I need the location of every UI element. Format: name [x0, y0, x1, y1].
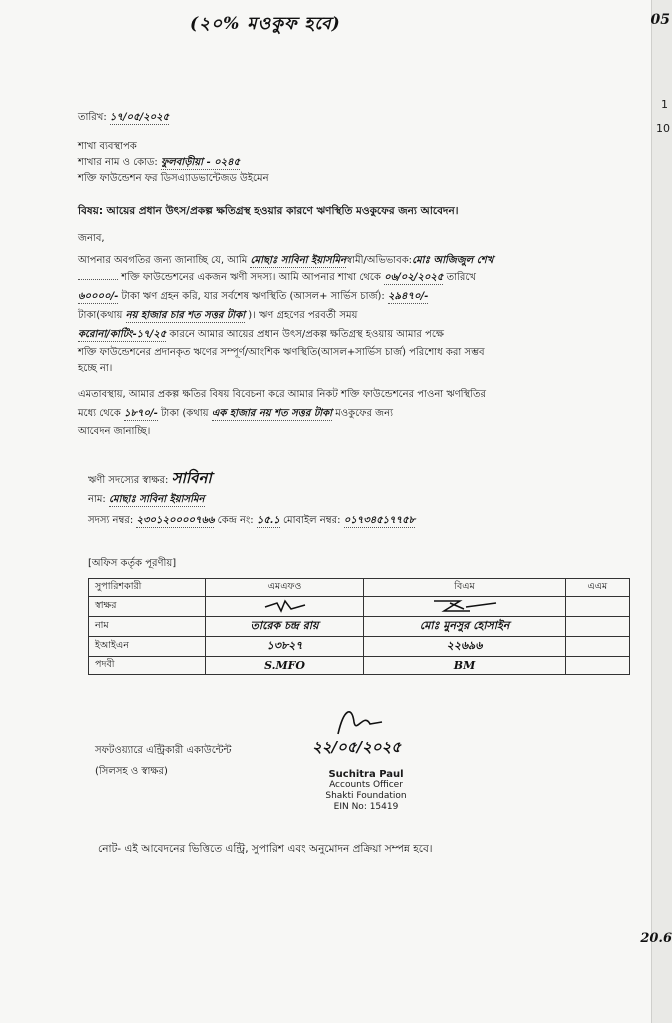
para2-line3: আবেদন জানাচ্ছি।: [78, 426, 151, 437]
para1-line7: হচ্ছে না।: [78, 363, 113, 374]
table-header-cell: এএম: [565, 579, 629, 597]
accountant-title: সফটওয়্যারে এন্ট্রিকারী একাউন্টেন্ট: [95, 745, 232, 756]
table-row: [89, 597, 630, 617]
subject-line: বিষয়: আয়ের প্রধান উৎস/প্রকল্প ক্ষতিগ্রস্থ হওয়ার কারণে ঋণস্থিতি মওকুফের জন্য আবেদন।: [78, 205, 459, 217]
adjacent-page-edge: [651, 0, 672, 1023]
row-label: নাম: [89, 617, 206, 637]
am-ein: [565, 637, 629, 657]
mfo-signature-cell: [205, 597, 364, 617]
stamp-title: Accounts Officer: [329, 780, 403, 790]
loan-balance: ২৯৪৭০/-: [388, 291, 429, 302]
office-section-title: [অফিস কর্তৃক পূরণীয়]: [88, 558, 177, 569]
para1-text-d: তারিখে: [446, 272, 476, 283]
recipient-line3: শক্তি ফাউন্ডেশন ফর ডিসএ্যাডভান্টেজড উইমেন: [78, 173, 269, 184]
date-value: ১৭/০৫/২০২৫: [109, 112, 170, 123]
para1-line2: [78, 271, 476, 285]
mobile-number: ০১৭৩৪৫১৭৭৫৮: [343, 515, 416, 526]
am-signature-cell: [565, 597, 629, 617]
para2-text-c: মওকুফের জন্য: [335, 408, 393, 419]
member-signature-line: [88, 469, 212, 487]
side-mark-bottom: 20.6: [640, 931, 672, 946]
mfo-name: তারেক চন্দ্র রায়: [205, 617, 364, 637]
bm-signature-mark: [430, 597, 500, 613]
para2-line1: এমতাবস্থায়, আমার প্রকল্প ক্ষতির বিষয় বিবেচনা করে আমার নিকট শক্তি ফাউন্ডেশনের পাওনা ঋণস্থিতির: [78, 389, 487, 400]
stamp-org: Shakti Foundation: [325, 791, 407, 801]
para1-text-b: স্বামী/অভিভাবক:: [346, 255, 413, 266]
guardian-name: মোঃ আজিজুল শেখ: [412, 255, 494, 266]
member-name-label: নাম:: [88, 494, 106, 505]
salutation: জনাব,: [78, 233, 105, 244]
para1-line5: [78, 328, 444, 342]
branch-value: ফুলবাড়ীয়া - ০২৪৫: [160, 157, 241, 168]
para1-text-g: )। ঋণ গ্রহণের পরবর্তী সময়: [248, 310, 358, 321]
footer-note: নোট- এই আবেদনের ভিত্তিতে এন্ট্রি, সুপারিশ এবং অনুমোদন প্রক্রিয়া সম্পন্ন হবে।: [98, 843, 433, 855]
center-label: কেন্দ্র নং:: [217, 515, 254, 526]
side-mark-top: 05: [650, 12, 670, 28]
side-mark-mid: 1: [661, 98, 668, 111]
row-label: স্বাক্ষর: [89, 597, 206, 617]
para1-text-h: কারনে আমার আয়ের প্রধান উৎস/প্রকল্প ক্ষতিগ্রস্থ হওয়ায় আমার পক্ষে: [169, 329, 444, 340]
recipient-line2: [78, 156, 240, 170]
header-note: (২০% মওকুফ হবে): [190, 14, 341, 34]
side-mark-mid2: 10: [656, 122, 670, 135]
mfo-ein: ১৩৮২৭: [205, 637, 364, 657]
para1-text-f: টাকা(কথায়: [78, 310, 123, 321]
table-header-cell: সুপারিশকারী: [89, 579, 206, 597]
center-number: ১৫.১: [256, 515, 280, 526]
mfo-signature-mark: [255, 597, 315, 613]
recipient-line1: শাখা ব্যবস্থাপক: [78, 141, 137, 152]
applicant-name: মোছাঃ সাবিনা ইয়াসমিন: [250, 255, 347, 266]
stamp-ein: EIN No: 15419: [333, 802, 399, 812]
loan-date: ০৬/০২/২০২৫: [384, 272, 444, 283]
bm-ein: ২২৬৯৬: [364, 637, 565, 657]
member-number-label: সদস্য নম্বর:: [88, 515, 134, 526]
date-label: তারিখ:: [78, 112, 107, 123]
am-designation: [565, 657, 629, 675]
bm-name: মোঃ মুনসুর হোসাইন: [364, 617, 565, 637]
stamp-name: Suchitra Paul: [328, 769, 404, 780]
member-number-line: [88, 514, 415, 528]
member-signature: সাবিনা: [171, 469, 212, 487]
bm-signature-cell: [364, 597, 565, 617]
member-name-line: [88, 493, 205, 507]
mfo-designation: S.MFO: [205, 657, 364, 675]
row-label: ইআইএন: [89, 637, 206, 657]
member-name: মোছাঃ সাবিনা ইয়াসমিন: [108, 494, 205, 505]
para1-text-c: শক্তি ফাউন্ডেশনের একজন ঋণী সদস্য। আমি আপনার শাখা থেকে: [121, 272, 381, 283]
waiver-in-words: এক হাজার নয় শত সত্তর টাকা: [211, 408, 333, 419]
mobile-label: মোবাইল নম্বর:: [282, 515, 341, 526]
para2-text-b: টাকা (কথায়: [160, 408, 209, 419]
table-row: [89, 637, 630, 657]
bm-designation: BM: [364, 657, 565, 675]
balance-in-words: নয় হাজার চার শত সত্তর টাকা: [125, 310, 246, 321]
loan-amount: ৬০০০০/-: [78, 291, 119, 302]
para2-line2: [78, 407, 393, 421]
accounts-officer-stamp: [311, 769, 421, 813]
para1-text-e: টাকা ঋণ গ্রহন করি, যার সর্বশেষ ঋণস্থিতি (আসল+ সার্ভিস চার্জ):: [121, 291, 385, 302]
para1-line1: [78, 254, 493, 268]
am-name: [565, 617, 629, 637]
member-signature-label: ঋণী সদস্যের স্বাক্ষর:: [88, 475, 169, 486]
member-number: ২৩০১২০০০০৭৬৬: [136, 515, 215, 526]
row-label: পদবী: [89, 657, 206, 675]
accountant-signature-mark: [330, 704, 390, 740]
branch-label: শাখার নাম ও কোড:: [78, 157, 158, 168]
para1-line3: [78, 290, 428, 304]
loss-reason: করোনা/কাটিং-১৭/২৫: [78, 329, 167, 340]
para1-line4: [78, 309, 357, 323]
waiver-amount: ১৮৭০/-: [124, 408, 158, 419]
para1-line6: শক্তি ফাউন্ডেশনের প্রদানকৃত ঋণের সম্পূর্ণ/আংশিক ঋণস্থিতি(আসল+সার্ভিস চার্জ) পরিশোধ করা সম্ভব: [78, 347, 485, 358]
table-row: [89, 617, 630, 637]
table-header-row: [89, 579, 630, 597]
accountant-date: ২২/০৫/২০২৫: [312, 738, 401, 756]
table-header-cell: বিএম: [364, 579, 565, 597]
accountant-seal-note: (সিলসহ ও স্বাক্ষর): [95, 766, 168, 777]
para1-text-a: আপনার অবগতির জন্য জানাচ্ছি যে, আমি: [78, 255, 248, 266]
date-line: [78, 111, 169, 125]
office-approval-table: [88, 578, 630, 675]
table-header-cell: এমএফও: [205, 579, 364, 597]
para2-text-a: মধ্যে থেকে: [78, 408, 121, 419]
table-row: [89, 657, 630, 675]
filler-dots: [78, 279, 118, 280]
